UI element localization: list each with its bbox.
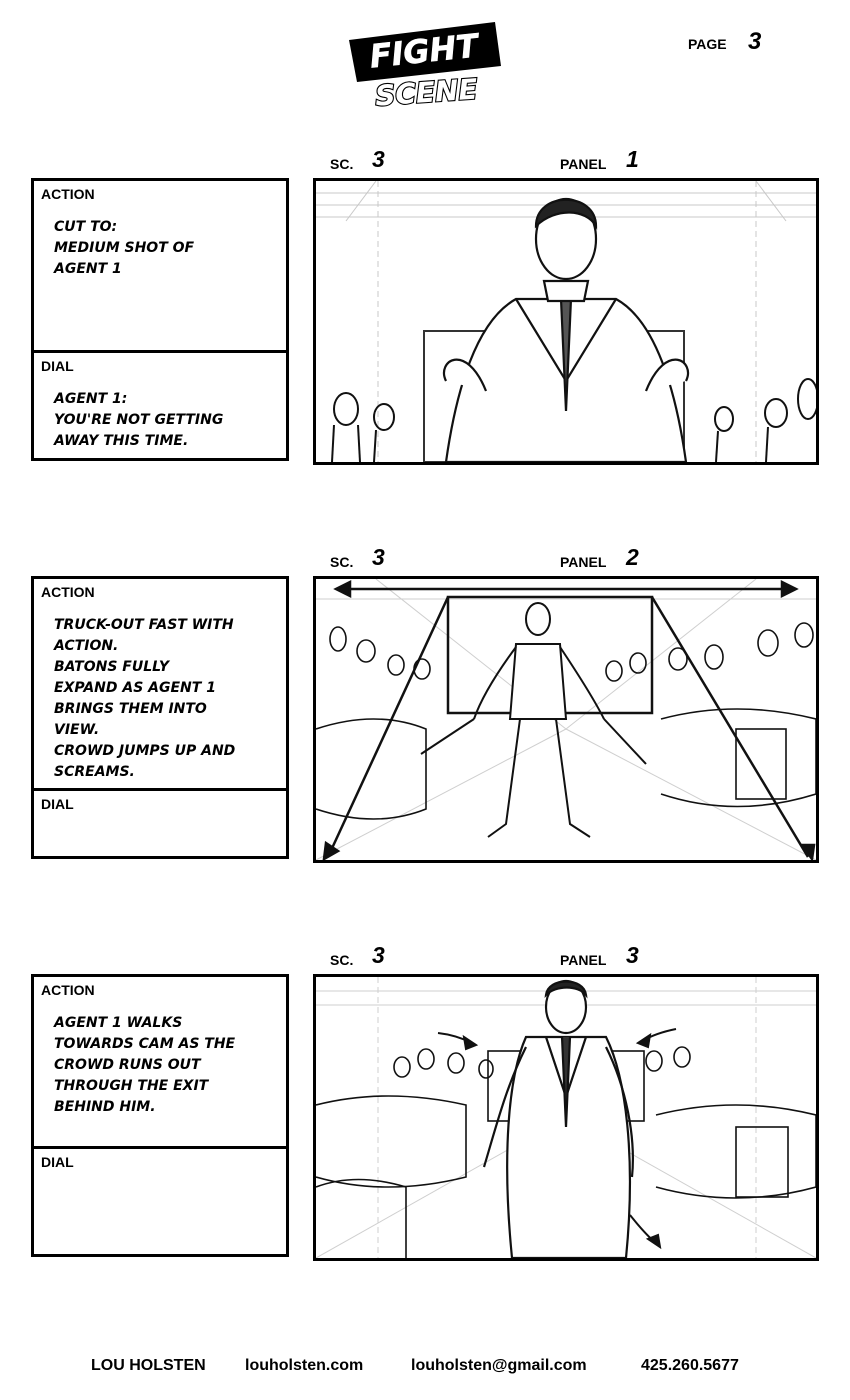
logo-line2: SCENE [374,72,479,110]
fight-scene-logo [345,18,505,110]
action-box [34,977,286,1149]
action-label: ACTION [41,186,95,202]
panel-label: PANEL [560,156,607,172]
action-label: ACTION [41,584,95,600]
dial-box [34,791,286,856]
scene-label: SC. [330,156,354,172]
logo-line1: FIGHT [367,26,480,76]
page-label: PAGE [688,36,727,52]
scene-label: SC. [330,554,354,570]
footer-phone: 425.260.5677 [641,1357,739,1374]
footer-website-link[interactable]: louholsten.com [245,1357,364,1374]
panel-number: 3 [626,942,639,968]
page-number: 3 [748,28,762,55]
panel-sketch [316,579,816,860]
panel-frame [313,178,819,465]
scene-number: 3 [372,544,385,570]
footer-email-link[interactable]: louholsten@gmail.com [411,1357,587,1374]
action-text: AGENT 1 WALKS TOWARDS CAM AS THE CROWD RUNS OUT THROUGH THE EXIT BEHIND HIM. [54,1015,236,1115]
panel-sketch [316,181,816,462]
storyboard-row-2 [0,544,850,870]
panel-number: 1 [626,146,639,172]
dial-text: AGENT 1: YOU'RE NOT GETTING AWAY THIS TIME. [54,391,224,449]
panel-label: PANEL [560,554,607,570]
panel-number: 2 [626,544,639,570]
action-text: CUT TO: MEDIUM SHOT OF AGENT 1 [54,219,195,277]
storyboard-row-3 [0,942,850,1268]
dial-label: DIAL [41,1154,74,1170]
dial-box [34,353,286,458]
action-box [34,181,286,353]
panel-sketch [316,977,816,1258]
storyboard-row-1 [0,146,850,472]
scene-number: 3 [372,146,385,172]
notes-box [31,974,289,1257]
panel-frame [313,576,819,863]
footer-name: LOU HOLSTEN [91,1357,206,1374]
scene-label: SC. [330,952,354,968]
dial-label: DIAL [41,358,74,374]
panel-frame [313,974,819,1261]
action-text: TRUCK-OUT FAST WITH ACTION. BATONS FULLY EXPAND AS AGENT 1 BRINGS THEM INTO VIEW. CROWD JUMPS UP AND SCREAMS. [54,617,236,780]
dial-label: DIAL [41,796,74,812]
action-box [34,579,286,791]
notes-box [31,576,289,859]
panel-label: PANEL [560,952,607,968]
dial-box [34,1149,286,1254]
notes-box [31,178,289,461]
scene-number: 3 [372,942,385,968]
action-label: ACTION [41,982,95,998]
